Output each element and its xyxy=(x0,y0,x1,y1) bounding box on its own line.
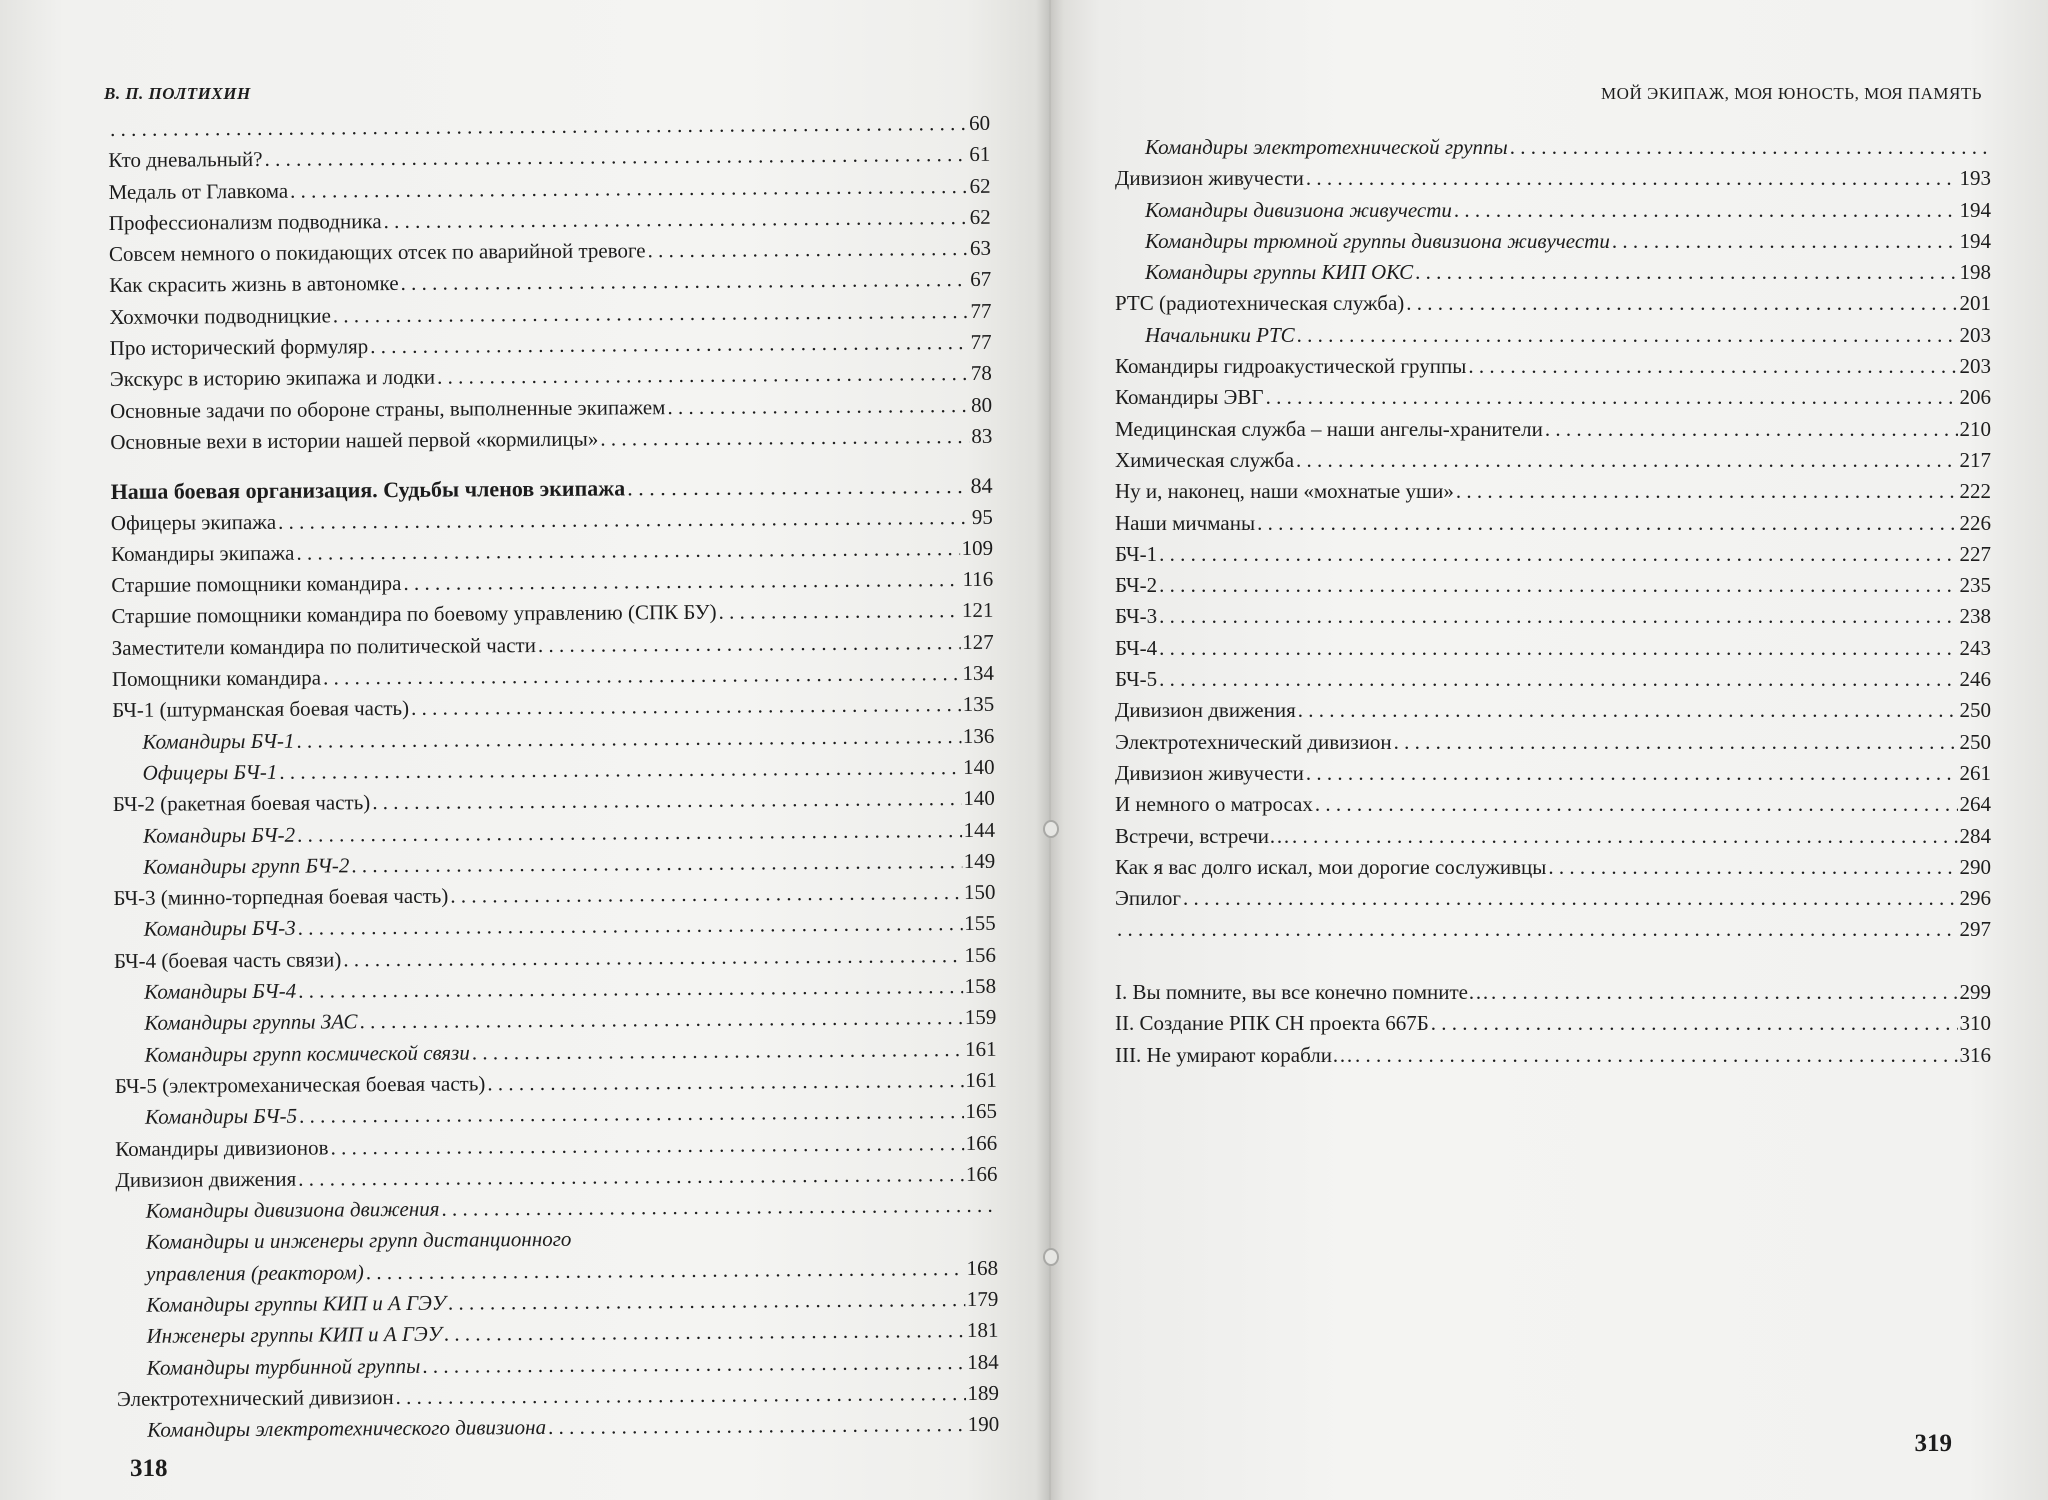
toc-entry-title: Командиры групп БЧ-2 xyxy=(143,853,350,879)
toc-entry-title: Командиры группы КИП и А ГЭУ xyxy=(146,1290,447,1317)
leader-dots xyxy=(296,533,959,569)
right-toc xyxy=(1115,132,1991,1071)
toc-entry xyxy=(1115,695,1991,726)
toc-entry-page: 217 xyxy=(1959,447,1991,472)
leader-dots xyxy=(422,1347,965,1382)
toc-entry-page: 310 xyxy=(1959,1011,1991,1036)
toc-entry-title: Командиры электротехнического дивизиона xyxy=(147,1415,547,1442)
leader-dots xyxy=(1468,351,1957,382)
leader-dots xyxy=(1117,914,1958,945)
leader-dots xyxy=(401,264,969,299)
leader-dots xyxy=(1183,883,1958,914)
staple-mark xyxy=(1043,1248,1059,1266)
toc-entry-title: I. Вы помните, вы все конечно помните… xyxy=(1115,980,1490,1005)
toc-appendix-entry xyxy=(1115,1008,1991,1039)
leader-dots xyxy=(450,877,962,912)
toc-entry-title: БЧ-2 (ракетная боевая часть) xyxy=(112,790,371,817)
toc-entry-title: Командиры БЧ-2 xyxy=(142,822,296,848)
leader-dots xyxy=(441,1190,995,1225)
toc-entry-title: Основные задачи по обороне страны, выполненные экипажем xyxy=(109,394,666,423)
toc-entry-page: 179 xyxy=(966,1286,999,1312)
toc-entry-page: 109 xyxy=(961,535,994,560)
toc-entry xyxy=(1115,445,1991,476)
toc-entry xyxy=(1115,288,1991,319)
toc-entry xyxy=(1115,914,1991,945)
toc-entry-page: 243 xyxy=(1959,635,1991,660)
leader-dots xyxy=(1159,601,1957,632)
toc-entry-page: 77 xyxy=(970,298,992,323)
toc-entry-title: Командиры дивизионов xyxy=(115,1134,329,1161)
leader-dots xyxy=(1159,570,1957,601)
toc-entry xyxy=(110,421,992,458)
toc-entry xyxy=(1115,539,1991,570)
toc-entry-page: 184 xyxy=(967,1349,999,1374)
toc-entry-title: Офицеры экипажа xyxy=(110,509,277,535)
toc-entry-title: БЧ-5 (электромеханическая боевая часть) xyxy=(114,1071,486,1098)
toc-entry-title: Основные вехи в истории нашей первой «кормилицы» xyxy=(110,426,599,454)
toc-entry-page: 198 xyxy=(1959,260,1991,285)
leader-dots xyxy=(1306,758,1958,789)
toc-entry xyxy=(1115,852,1991,883)
leader-dots xyxy=(1296,445,1957,476)
leader-dots xyxy=(627,470,969,504)
toc-entry-page: 250 xyxy=(1959,698,1991,723)
toc-entry-page: 166 xyxy=(965,1161,998,1186)
toc-subentry xyxy=(1115,320,1991,351)
toc-entry-title: Командиры турбинной группы xyxy=(146,1353,421,1380)
toc-entry-title: И немного о матросах xyxy=(1115,792,1313,817)
toc-entry-title: БЧ-1 (штурманская боевая часть) xyxy=(112,696,410,723)
leader-dots xyxy=(298,908,963,944)
toc-entry xyxy=(1115,163,1991,194)
toc-entry xyxy=(1115,633,1991,664)
toc-entry-page: 284 xyxy=(1959,823,1991,848)
toc-entry-title: Командиры дивизиона живучести xyxy=(1145,197,1452,222)
toc-entry-page: 83 xyxy=(971,423,993,448)
toc-entry-title: Командиры экипажа xyxy=(110,540,295,566)
leader-dots xyxy=(296,721,961,757)
toc-entry-page: 235 xyxy=(1959,573,1991,598)
toc-entry-page: 203 xyxy=(1959,322,1991,347)
leader-dots xyxy=(343,940,962,976)
toc-entry-page: 165 xyxy=(965,1099,998,1124)
toc-entry-page: 203 xyxy=(1959,354,1991,379)
toc-entry xyxy=(1115,821,1991,852)
toc-entry-title: Ну и, наконец, наши «мохнатые уши» xyxy=(1115,479,1454,504)
toc-entry-page: 166 xyxy=(965,1130,998,1155)
toc-entry-title: Про исторический формуляр xyxy=(109,334,369,361)
toc-entry-page: 264 xyxy=(1959,792,1991,817)
leader-dots xyxy=(372,783,961,818)
toc-entry-title: Командиры трюмной группы дивизиона живучести xyxy=(1145,228,1610,253)
toc-subentry xyxy=(117,1409,999,1446)
toc-entry-page: 158 xyxy=(964,973,997,999)
leader-dots xyxy=(1159,539,1957,570)
toc-entry-page: 316 xyxy=(1959,1042,1991,1067)
toc-entry-title: Дивизион движения xyxy=(1115,698,1296,723)
toc-entry-title: БЧ-1 xyxy=(1115,541,1158,566)
leader-dots xyxy=(396,1378,966,1413)
toc-entry-title: Кто дневальный? xyxy=(108,147,263,173)
leader-dots xyxy=(403,564,960,599)
leader-dots xyxy=(299,1096,964,1132)
toc-entry-page: 161 xyxy=(965,1067,997,1092)
toc-entry-title: Наши мичманы xyxy=(1115,510,1256,535)
toc-entry-title: Как скрасить жизнь в автономке xyxy=(109,271,399,298)
toc-entry-page: 61 xyxy=(969,142,991,167)
toc-entry-page: 135 xyxy=(962,692,995,717)
toc-entry-title: Медаль от Главкома xyxy=(108,178,289,204)
toc-entry-title: Медицинская служба – наши ангелы-хранители xyxy=(1115,416,1543,441)
leader-dots xyxy=(1297,320,1958,351)
leader-dots xyxy=(647,233,968,267)
toc-entry-title: III. Не умирают корабли… xyxy=(1115,1042,1353,1067)
toc-entry-title: Заместители командира по политической части xyxy=(111,632,536,660)
toc-entry-title: Командиры электротехнической группы xyxy=(1145,135,1508,159)
toc-appendix-entry xyxy=(1115,1040,1991,1071)
leader-dots xyxy=(1431,1008,1958,1039)
toc-entry-title: Старшие помощники командира по боевому управлению (СПК БУ) xyxy=(111,600,717,629)
toc-entry-page: 156 xyxy=(964,942,996,967)
toc-entry-title: Командиры и инженеры групп дистанционного xyxy=(145,1227,572,1255)
staple-mark xyxy=(1043,820,1059,838)
leader-dots xyxy=(472,1034,963,1069)
toc-entry-title: Начальники РТС xyxy=(1145,322,1295,347)
toc-entry-title: Офицеры БЧ-1 xyxy=(142,759,278,785)
toc-entry-title: БЧ-2 xyxy=(1115,573,1158,598)
leader-dots xyxy=(298,1159,964,1195)
toc-entry-page: 63 xyxy=(969,236,992,261)
leader-dots xyxy=(437,358,969,393)
leader-dots xyxy=(448,1284,965,1319)
leader-dots xyxy=(1159,633,1957,664)
leader-dots xyxy=(1406,288,1957,319)
left-page-number: 318 xyxy=(130,1455,168,1482)
toc-entry-page: 222 xyxy=(1959,479,1991,504)
leader-dots xyxy=(359,1002,963,1038)
toc-subentry xyxy=(1115,257,1991,288)
toc-subentry xyxy=(1115,195,1991,226)
toc-entry-page: 136 xyxy=(962,723,995,748)
toc-entry-title: Электротехнический дивизион xyxy=(1115,729,1392,754)
toc-subentry xyxy=(116,1190,998,1227)
leader-dots xyxy=(1266,382,1958,413)
toc-entry-page: 149 xyxy=(963,848,996,873)
toc-subentry xyxy=(1115,132,1991,163)
toc-entry-page: 80 xyxy=(970,392,993,417)
toc-entry-page: 95 xyxy=(971,504,993,529)
leader-dots xyxy=(1306,163,1958,194)
toc-entry-title: Дивизион движения xyxy=(115,1166,297,1192)
leader-dots xyxy=(1491,977,1957,1008)
leader-dots xyxy=(548,1409,966,1443)
toc-entry-page: 116 xyxy=(962,566,994,592)
toc-entry-page: 210 xyxy=(1959,416,1991,441)
toc-entry xyxy=(1115,789,1991,820)
left-running-head: В. П. ПОЛТИХИН xyxy=(104,84,251,103)
right-running-head: МОЙ ЭКИПАЖ, МОЯ ЮНОСТЬ, МОЯ ПАМЯТЬ xyxy=(1601,84,1982,103)
toc-entry-title: БЧ-3 (минно-торпедная боевая часть) xyxy=(113,883,449,911)
toc-appendix-entry xyxy=(1115,977,1991,1008)
toc-entry-title: Командиры ЭВГ xyxy=(1115,385,1264,410)
toc-entry-page: 201 xyxy=(1959,291,1991,316)
toc-entry-page: 84 xyxy=(970,473,993,499)
toc-entry-page: 226 xyxy=(1959,510,1991,535)
leader-dots xyxy=(264,139,967,175)
toc-entry-page: 155 xyxy=(964,911,996,936)
toc-entry-title: Совсем немного о покидающих отсек по аварийной тревоге xyxy=(108,238,646,267)
toc-entry-title: Командиры БЧ-5 xyxy=(144,1103,298,1129)
toc-entry xyxy=(1115,382,1991,413)
toc-entry-title: Командиры группы КИП ОКС xyxy=(1145,260,1414,285)
toc-entry-title: Экскурс в историю экипажа и лодки xyxy=(109,365,436,392)
toc-entry xyxy=(1115,351,1991,382)
toc-entry-page: 250 xyxy=(1959,729,1991,754)
leader-dots xyxy=(538,627,961,661)
toc-entry xyxy=(1115,601,1991,632)
toc-entry-title: Профессионализм подводника xyxy=(108,208,382,235)
toc-entry-page: 134 xyxy=(962,660,995,686)
leader-dots xyxy=(1612,226,1958,257)
leader-dots xyxy=(1415,257,1957,288)
leader-dots xyxy=(667,390,969,423)
toc-entry xyxy=(1115,476,1991,507)
toc-entry-page: 159 xyxy=(964,1005,997,1030)
leader-dots xyxy=(1454,195,1958,226)
toc-entry-page: 67 xyxy=(970,267,992,292)
toc-entry-title: РТС (радиотехническая служба) xyxy=(1115,291,1405,316)
toc-entry-page: 299 xyxy=(1959,980,1991,1005)
book-gutter xyxy=(1036,0,1064,1500)
leader-dots xyxy=(1315,789,1958,820)
toc-entry xyxy=(1115,664,1991,695)
leader-dots xyxy=(718,596,960,629)
toc-entry-page: 168 xyxy=(966,1255,999,1280)
toc-entry-page: 246 xyxy=(1959,667,1991,692)
toc-entry-page: 194 xyxy=(1959,197,1991,222)
toc-entry-title: Старшие помощники командира xyxy=(111,571,402,598)
toc-entry xyxy=(1115,414,1991,445)
leader-dots xyxy=(278,502,970,538)
toc-entry-title: Как я вас долго искал, мои дорогие сослуживцы xyxy=(1115,854,1547,879)
leader-dots xyxy=(279,752,961,788)
toc-entry xyxy=(1115,883,1991,914)
leader-dots xyxy=(444,1315,965,1350)
toc-entry xyxy=(1115,758,1991,789)
leader-dots xyxy=(290,171,968,207)
leader-dots xyxy=(366,1253,965,1288)
toc-entry-page: 161 xyxy=(964,1036,997,1061)
leader-dots xyxy=(1355,1040,1958,1071)
toc-entry xyxy=(1115,570,1991,601)
toc-entry-page: 290 xyxy=(1959,854,1991,879)
toc-entry-page: 140 xyxy=(962,754,995,779)
toc-entry-page: 62 xyxy=(969,173,991,198)
leader-dots xyxy=(1257,508,1957,539)
leader-dots xyxy=(411,689,961,724)
toc-entry-title: Командиры БЧ-1 xyxy=(142,728,295,754)
toc-entry-title: Инженеры группы КИП и А ГЭУ xyxy=(146,1321,442,1349)
toc-entry-page: 62 xyxy=(969,204,991,229)
leader-dots xyxy=(1510,132,1989,163)
leader-dots xyxy=(330,1128,963,1164)
leader-dots xyxy=(1159,664,1957,695)
toc-entry-title: Командиры гидроакустической группы xyxy=(1115,354,1467,379)
toc-entry xyxy=(1115,727,1991,758)
toc-entry-page: 261 xyxy=(1959,760,1991,785)
toc-entry-page: 150 xyxy=(963,879,996,905)
toc-entry-title: Эпилог xyxy=(1115,886,1181,911)
toc-entry-page: 78 xyxy=(970,361,992,386)
right-page-number: 319 xyxy=(1914,1430,1952,1457)
right-page xyxy=(1050,0,2048,1500)
toc-entry-page: 144 xyxy=(963,817,996,842)
leader-dots xyxy=(1298,695,1958,726)
toc-subentry xyxy=(1115,226,1991,257)
toc-entry-page: 77 xyxy=(970,329,992,355)
leader-dots xyxy=(1394,727,1958,758)
leader-dots xyxy=(370,327,969,362)
left-toc xyxy=(108,108,999,1447)
toc-entry-title: Командиры БЧ-4 xyxy=(144,978,297,1004)
toc-entry-title: БЧ-5 xyxy=(1115,667,1158,692)
toc-entry-title: Электротехнический дивизион xyxy=(116,1384,394,1411)
toc-entry-title: Командиры групп космической связи xyxy=(144,1040,470,1067)
toc-entry-page: 127 xyxy=(962,629,994,654)
toc-entry-title: II. Создание РПК СН проекта 667Б xyxy=(1115,1011,1429,1036)
toc-entry-title: Хохмочки подводницкие xyxy=(109,303,331,329)
leader-dots xyxy=(1456,476,1958,507)
toc-entry-title: Помощники командира xyxy=(111,665,322,692)
leader-dots xyxy=(351,846,962,882)
toc-entry-page: 189 xyxy=(967,1380,1000,1405)
toc-entry-page: 227 xyxy=(1959,541,1991,566)
toc-entry-title: управления (реактором) xyxy=(146,1259,364,1286)
toc-entry-title: БЧ-3 xyxy=(1115,604,1158,629)
leader-dots xyxy=(1545,414,1958,445)
toc-entry-page: 181 xyxy=(966,1318,999,1343)
toc-entry-title: Химическая служба xyxy=(1115,447,1295,472)
toc-entry-title: Дивизион живучести xyxy=(1115,760,1304,785)
toc-entry-page: 140 xyxy=(963,786,995,811)
toc-entry-page: 238 xyxy=(1959,604,1991,629)
toc-entry-title: БЧ-4 xyxy=(1115,635,1158,660)
leader-dots xyxy=(297,815,962,851)
toc-entry-page: 190 xyxy=(967,1411,1000,1437)
toc-entry-page: 194 xyxy=(1959,228,1991,253)
toc-entry-page: 297 xyxy=(1959,917,1991,942)
toc-entry-page: 193 xyxy=(1959,166,1991,191)
leader-dots xyxy=(333,296,969,332)
toc-entry-title: Командиры дивизиона движения xyxy=(145,1196,440,1223)
toc-entry-page: 121 xyxy=(961,598,994,623)
toc-entry xyxy=(1115,508,1991,539)
toc-entry-title: Наша боевая организация. Судьбы членов экипажа xyxy=(110,475,626,505)
toc-entry-title: Дивизион живучести xyxy=(1115,166,1304,191)
leader-dots xyxy=(1548,852,1957,883)
leader-dots xyxy=(384,202,968,237)
leader-dots xyxy=(323,658,961,694)
toc-entry-title: Командиры группы ЗАС xyxy=(144,1009,358,1036)
leader-dots xyxy=(298,971,963,1007)
leader-dots xyxy=(1292,821,1957,852)
leader-dots xyxy=(600,421,969,455)
toc-entry-title: Командиры БЧ-3 xyxy=(143,916,296,942)
toc-entry-title: Встречи, встречи… xyxy=(1115,823,1291,848)
toc-entry-page: 206 xyxy=(1959,385,1991,410)
spacer xyxy=(1115,946,1991,977)
leader-dots xyxy=(487,1065,963,1100)
toc-entry-title: БЧ-4 (боевая часть связи) xyxy=(113,947,342,973)
toc-entry-page: 60 xyxy=(968,110,991,135)
toc-entry-page: 296 xyxy=(1959,886,1991,911)
